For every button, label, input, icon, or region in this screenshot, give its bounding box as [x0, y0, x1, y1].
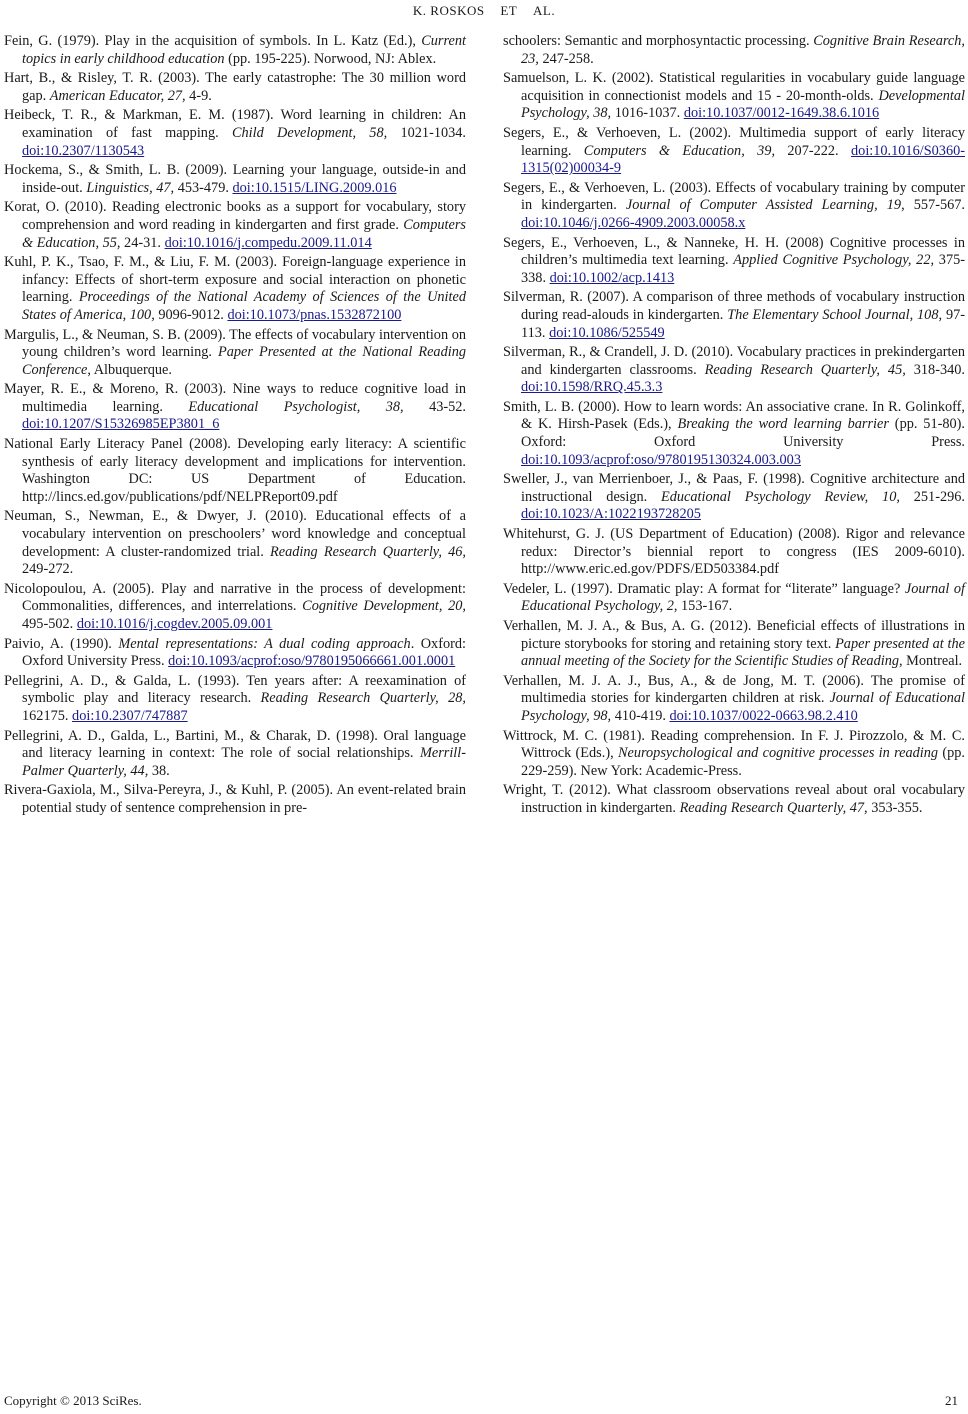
reference-entry	[503, 728, 965, 781]
reference-pages: 43-52.	[403, 398, 466, 415]
reference-text: Mayer, R. E., & Moreno, R. (2003). Nine ways to reduce cognitive load in multimedia learning.	[4, 381, 466, 415]
reference-pages: 9096-9012.	[154, 306, 228, 323]
reference-pages: , Montreal.	[899, 653, 963, 670]
reference-pages: 97-113.	[521, 306, 965, 341]
reference-source-title: Reading Research Quarterly, 28,	[260, 690, 466, 707]
header-et: ET	[500, 3, 518, 18]
doi-link[interactable]: doi:10.1016/j.compedu.2009.11.014	[164, 234, 372, 251]
doi-link[interactable]: doi:10.1037/0022-0663.98.2.410	[669, 707, 858, 724]
reference-pages: 1021-1034.	[387, 124, 466, 141]
reference-text: Wright, T. (2012). What classroom observations reveal about oral vocabulary instruction in kindergarten.	[503, 782, 965, 816]
reference-text: Segers, E., & Verhoeven, L. (2002). Multimedia support of early literacy learning.	[503, 124, 965, 159]
reference-text: Kuhl, P. K., Tsao, F. M., & Liu, F. M. (2003). Foreign-language experience in infancy: Effects of short-term exposure and social interaction on phonetic learning.	[4, 254, 466, 306]
reference-text: Rivera-Gaxiola, M., Silva-Pereyra, J., & Kuhl, P. (2005). An event-related brain potential study of sentence comprehension in pre-	[4, 782, 466, 816]
doi-link[interactable]: doi:10.1086/525549	[549, 324, 665, 341]
reference-entry	[503, 289, 965, 342]
reference-text: National Early Literacy Panel (2008). Developing early literacy: A scientific synthesis of early literacy development and implications for intervention. Washington DC: US Department of Education. http://lincs.ed.gov/publications/pdf/NELPReport09.pdf	[4, 436, 466, 505]
reference-entry	[4, 70, 466, 105]
doi-link[interactable]: doi:10.2307/1130543	[22, 142, 145, 159]
reference-pages: 453-479.	[174, 179, 233, 196]
reference-entry	[503, 782, 965, 817]
reference-source-title: Computers & Education, 55,	[22, 216, 466, 251]
page-number: 21	[945, 1393, 958, 1408]
reference-source-title: Journal of Computer Assisted Learning, 19,	[625, 197, 905, 214]
reference-pages: 247-258.	[538, 50, 594, 67]
reference-source-title: Proceedings of the National Academy of Sciences of the United States of America, 100,	[22, 289, 466, 323]
reference-entry	[503, 235, 965, 288]
reference-text: Pellegrini, A. D., Galda, L., Bartini, M., & Charak, D. (1998). Oral language and literacy learning in context: The role of social relationships.	[4, 727, 466, 762]
doi-link[interactable]: doi:10.1598/RRQ.45.3.3	[521, 379, 663, 396]
reference-text: Silverman, R. (2007). A comparison of three methods of vocabulary instruction during read-alouds in kindergarten.	[503, 289, 965, 323]
reference-pages: 375-338.	[521, 252, 965, 286]
reference-pages: . Oxford: Oxford University Press.	[22, 635, 466, 670]
reference-entry	[4, 327, 466, 380]
header-al: AL.	[532, 3, 556, 18]
doi-link[interactable]: doi:10.1037/0012-1649.38.6.1016	[683, 105, 880, 122]
reference-text: Pellegrini, A. D., & Galda, L. (1993). Ten years after: A reexamination of symbolic play and literacy research.	[4, 672, 466, 707]
reference-source-title: Breaking the word learning barrier	[677, 416, 889, 433]
doi-link[interactable]: doi:10.1093/acprof:oso/9780195066661.001.0001	[168, 653, 456, 670]
reference-text: Neuman, S., Newman, E., & Dwyer, J. (2010). Educational effects of a vocabulary intervention on preschoolers’ word knowledge and conceptual development: A cluster-randomized trial.	[4, 508, 466, 560]
doi-link[interactable]: doi:10.1073/pnas.1532872100	[227, 306, 402, 323]
reference-entry	[4, 673, 466, 726]
reference-entry	[503, 581, 965, 616]
reference-entry	[4, 636, 466, 671]
reference-entry	[4, 162, 466, 197]
reference-entry	[503, 33, 965, 68]
reference-source-title: Reading Research Quarterly, 46,	[270, 543, 467, 560]
reference-pages: , Albuquerque.	[87, 361, 172, 378]
reference-pages: (pp. 229-259). New York: Academic-Press.	[521, 745, 965, 779]
reference-entry	[503, 618, 965, 671]
reference-pages: 557-567.	[904, 197, 965, 214]
references-left-column	[4, 33, 466, 820]
reference-pages: 1016-1037.	[611, 105, 684, 122]
doi-link[interactable]: doi:10.1515/LING.2009.016	[232, 179, 397, 196]
reference-entry	[4, 508, 466, 578]
reference-pages: (pp. 195-225). Norwood, NJ: Ablex.	[224, 50, 437, 67]
reference-source-title: Mental representations: A dual coding approach	[118, 635, 411, 652]
reference-entry	[4, 107, 466, 160]
reference-text: Korat, O. (2010). Reading electronic books as a support for vocabulary, story comprehension and word reading in kindergarten and first grade.	[4, 199, 466, 233]
running-header	[0, 3, 968, 19]
reference-entry	[503, 673, 965, 726]
doi-link[interactable]: doi:10.1207/S15326985EP3801_6	[22, 416, 220, 433]
reference-source-title: Neuropsychological and cognitive processes in reading	[617, 745, 939, 762]
reference-entry	[503, 180, 965, 233]
reference-text: Segers, E., & Verhoeven, L. (2003). Effects of vocabulary training by computer in kindergarten.	[503, 179, 965, 214]
reference-entry	[4, 381, 466, 434]
reference-pages: 495-502.	[22, 616, 77, 632]
reference-source-title: Applied Cognitive Psychology, 22,	[733, 252, 935, 269]
reference-text: Samuelson, L. K. (2002). Statistical regularities in vocabulary guide language acquisition in connectionist models and 15 - 20-month-olds.	[503, 70, 965, 104]
reference-source-title: American Educator, 27,	[49, 87, 186, 104]
reference-text: Smith, L. B. (2000). How to learn words: An associative crane. In R. Golinkoff, & K. Hirsh-Pasek (Eds.),	[503, 398, 965, 433]
reference-entry	[4, 782, 466, 817]
reference-entry	[4, 436, 466, 506]
reference-source-title: Educational Psychologist, 38,	[188, 398, 404, 415]
reference-source-title: Computers & Education, 39,	[583, 142, 776, 159]
reference-source-title: Merrill-Palmer Quarterly, 44,	[22, 745, 466, 779]
reference-pages: 410-419.	[611, 707, 670, 724]
reference-text: Hart, B., & Risley, T. R. (2003). The early catastrophe: The 30 million word gap.	[4, 70, 466, 104]
doi-link[interactable]: doi:10.1002/acp.1413	[549, 269, 675, 286]
doi-link[interactable]: doi:10.2307/747887	[72, 707, 188, 724]
reference-source-title: Educational Psychology Review, 10,	[661, 488, 900, 505]
reference-entry	[503, 70, 965, 123]
reference-entry	[4, 33, 466, 68]
reference-text: Wittrock, M. C. (1981). Reading comprehension. In F. J. Pirozzolo, & M. C. Wittrock (Eds.),	[503, 727, 965, 762]
reference-text: Sweller, J., van Merrienboer, J., & Paas, F. (1998). Cognitive architecture and instructional design.	[503, 471, 965, 505]
reference-source-title: Reading Research Quarterly, 47,	[679, 799, 868, 816]
reference-source-title: Linguistics, 47,	[86, 179, 175, 196]
doi-link[interactable]: doi:10.1023/A:1022193728205	[521, 506, 701, 523]
reference-source-title: Cognitive Development, 20,	[302, 598, 466, 615]
reference-entry	[503, 399, 965, 469]
reference-entry	[503, 125, 965, 178]
reference-pages: 318-340.	[905, 361, 965, 378]
doi-link[interactable]: doi:10.1016/j.cogdev.2005.09.001	[76, 616, 273, 632]
header-author: K. ROSKOS	[412, 3, 485, 18]
reference-source-title: Child Development, 58,	[231, 124, 388, 141]
reference-text: schoolers: Semantic and morphosyntactic processing.	[503, 33, 814, 49]
reference-text: Margulis, L., & Neuman, S. B. (2009). The effects of vocabulary intervention on young children’s word learning.	[4, 326, 466, 361]
reference-pages: 4-9.	[185, 87, 212, 104]
reference-source-title: Reading Research Quarterly, 45,	[704, 361, 906, 378]
reference-entry	[4, 728, 466, 781]
doi-link[interactable]: doi:10.1046/j.0266-4909.2003.00058.x	[521, 214, 746, 231]
references-right-column	[503, 33, 965, 820]
reference-pages: 251-296.	[899, 488, 965, 505]
reference-source-title: Developmental Psychology, 38,	[521, 87, 965, 122]
reference-source-title: Cognitive Brain Research, 23,	[521, 33, 965, 67]
reference-entry	[503, 471, 965, 524]
reference-text: Heibeck, T. R., & Markman, E. M. (1987). Word learning in children: An examination of fast mapping.	[4, 107, 466, 141]
reference-text: Hockema, S., & Smith, L. B. (2009). Learning your language, outside-in and inside-out.	[4, 162, 466, 196]
reference-text: Vedeler, L. (1997). Dramatic play: A format for “literate” language?	[503, 580, 905, 597]
reference-pages: 24-31.	[120, 234, 165, 251]
reference-text: Fein, G. (1979). Play in the acquisition of symbols. In L. Katz (Ed.),	[4, 33, 422, 49]
reference-text: Nicolopoulou, A. (2005). Play and narrative in the process of development: Commonalities, differences, and interrelations.	[4, 580, 466, 615]
reference-entry	[4, 254, 466, 324]
reference-source-title: Journal of Educational Psychology, 98,	[521, 690, 965, 724]
reference-pages: 353-355.	[867, 799, 923, 816]
reference-text: Segers, E., Verhoeven, L., & Nanneke, H. H. (2008) Cognitive processes in children’s multimedia text learning.	[503, 234, 965, 269]
reference-pages: 249-272.	[22, 561, 74, 578]
reference-entry	[4, 581, 466, 634]
reference-text: Verhallen, M. J. A., & Bus, A. G. (2012). Beneficial effects of illustrations in picture storybooks for storing and retaining story text.	[503, 618, 965, 652]
reference-source-title: Paper presented at the annual meeting of the Society for the Scientific Studies of Reading	[521, 635, 965, 670]
reference-entry	[503, 344, 965, 397]
reference-entry	[4, 199, 466, 252]
reference-text: Whitehurst, G. J. (US Department of Education) (2008). Rigor and relevance redux: Director’s biennial report to congress (IES 2009-6010). http://www.eric.ed.gov/PDFS/ED503384.pdf	[503, 526, 965, 578]
reference-pages: 38.	[148, 762, 170, 779]
doi-link[interactable]: doi:10.1016/S0360-1315(02)00034-9	[521, 142, 965, 177]
reference-source-title: The Elementary School Journal, 108,	[727, 306, 943, 323]
reference-pages: 153-167.	[677, 598, 733, 615]
doi-link[interactable]: doi:10.1093/acprof:oso/9780195130324.003.003	[521, 451, 801, 468]
reference-source-title: Current topics in early childhood education	[22, 33, 466, 67]
reference-pages: (pp. 51-80). Oxford: Oxford University Press.	[521, 416, 965, 451]
reference-pages: 162175.	[22, 707, 73, 724]
reference-text: Verhallen, M. J. A. J., Bus, A., & de Jong, M. T. (2006). The promise of multimedia stories for kindergarten children at risk.	[503, 672, 965, 707]
reference-entry	[503, 526, 965, 579]
reference-pages: 207-222.	[775, 142, 852, 159]
copyright-notice: Copyright © 2013 SciRes.	[4, 1393, 142, 1408]
reference-text: Paivio, A. (1990).	[4, 635, 119, 652]
reference-source-title: Paper Presented at the National Reading Conference	[22, 344, 466, 378]
reference-source-title: Journal of Educational Psychology, 2,	[521, 580, 965, 615]
reference-text: Silverman, R., & Crandell, J. D. (2010). Vocabulary practices in prekindergarten and kindergarten classrooms.	[503, 344, 965, 378]
